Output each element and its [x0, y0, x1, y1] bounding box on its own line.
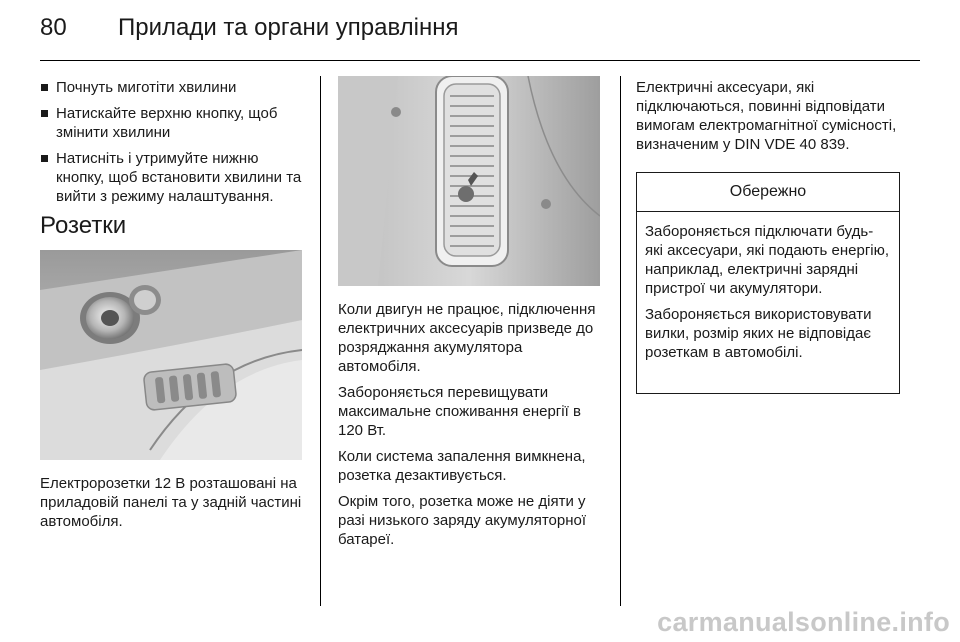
instruction-list — [40, 78, 308, 206]
paragraph: Коли двигун не працює, підключення електричних аксесуарів призведе до розряджання акумулятора автомобіля. — [338, 301, 596, 375]
column-divider-1 — [320, 76, 321, 606]
caution-title: Обережно — [637, 173, 899, 212]
paragraph: Коли система запалення вимкнена, розетка дезактивується. — [338, 448, 586, 484]
caution-paragraph: Забороняється використовувати вилки, розмір яких не відповідає розеткам в автомобілі. — [645, 306, 872, 361]
column-2-text — [338, 300, 606, 556]
bullet-item: Натисніть і утримуйте нижню кнопку, щоб встановити хвилини та вийти з режиму налаштування. — [40, 149, 308, 206]
column-3-intro: Електричні аксесуари, які підключаються, повинні відповідати вимогам електромагнітної сумісності, визначеним у DIN VDE 40 839. — [636, 79, 897, 153]
watermark: carmanualsonline.info — [657, 607, 950, 637]
page-title: Прилади та органи управління — [118, 14, 459, 41]
column-1-text — [40, 78, 308, 213]
paragraph: Забороняється перевищувати максимальне споживання енергії в 120 Вт. — [338, 384, 581, 439]
page-header — [40, 14, 920, 54]
column-divider-2 — [620, 76, 621, 606]
caution-body — [637, 212, 899, 362]
header-rule — [40, 60, 920, 61]
dashboard-socket-illustration — [40, 250, 302, 460]
illustration-caption: Електророзетки 12 В розташовані на приладовій панелі та у задній частині автомобіля. — [40, 475, 302, 530]
caution-box — [636, 172, 900, 394]
section-title: Розетки — [40, 212, 127, 239]
rear-socket-illustration — [338, 76, 600, 286]
caution-paragraph: Забороняється підключати будь-які аксесуари, які подають енергію, наприклад, електричні зарядні пристрої чи акумулятори. — [645, 223, 890, 297]
bullet-item: Натискайте верхню кнопку, щоб змінити хвилини — [40, 104, 308, 142]
page-number: 80 — [40, 14, 67, 41]
bullet-item: Почнуть миготіти хвилини — [40, 78, 308, 97]
paragraph: Окрім того, розетка може не діяти у разі низького заряду акумуляторної батареї. — [338, 493, 587, 548]
